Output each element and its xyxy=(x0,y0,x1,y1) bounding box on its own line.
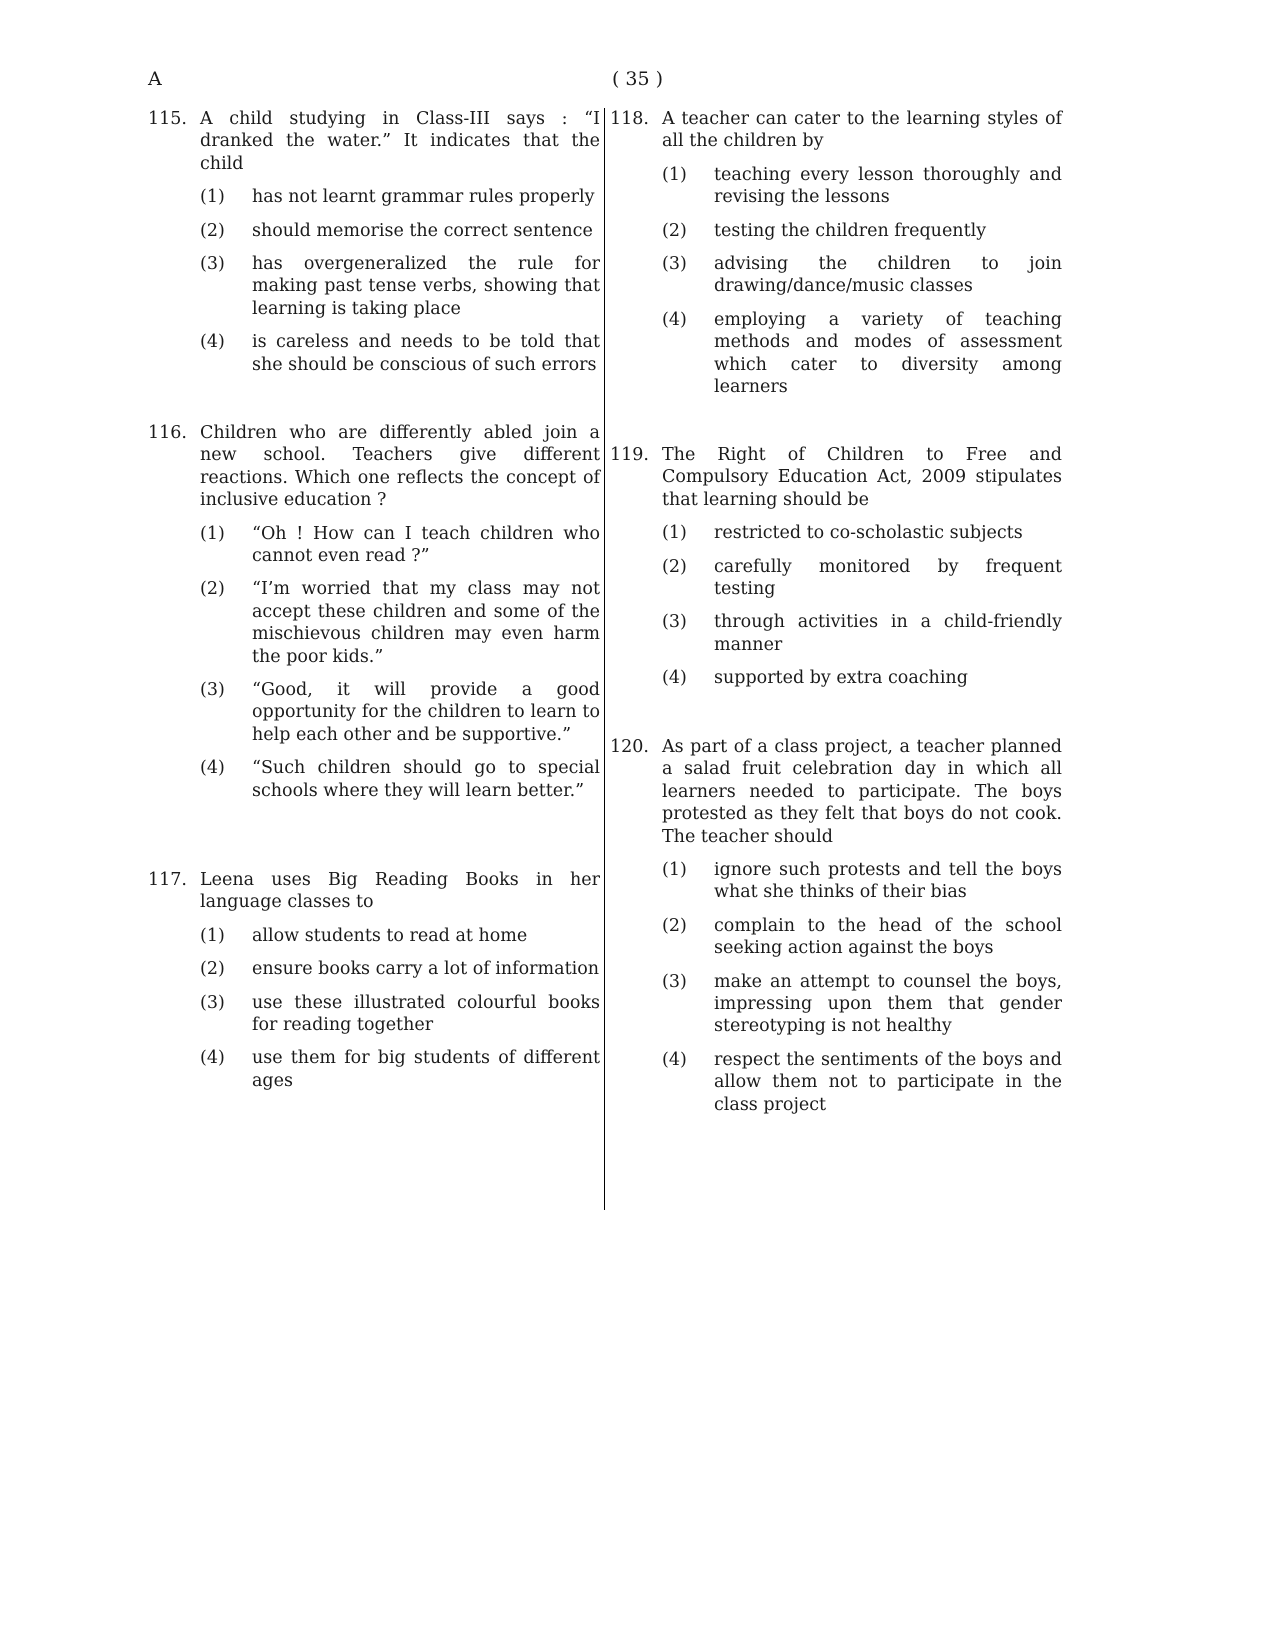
question-text: Children who are differently abled join a new school. Teachers give different reactions. Which one reflects the concept of inclusive education ? xyxy=(200,423,600,511)
option-text: complain to the head of the school seeking action against the boys xyxy=(714,915,1062,959)
option-2 xyxy=(200,958,600,980)
question-text: As part of a class project, a teacher planned a salad fruit celebration day in which all learners needed to participate. The boys protested as they felt that boys do not cook. The teacher should xyxy=(662,737,1062,847)
options-list xyxy=(662,859,1062,1116)
question-stem xyxy=(610,736,1062,848)
question-number: 116. xyxy=(148,423,187,443)
option-label: (3) xyxy=(200,680,225,701)
option-text: “Good, it will provide a good opportunity for the children to learn to help each other and be supportive.” xyxy=(252,680,600,745)
question-stem xyxy=(610,108,1062,153)
option-label: (4) xyxy=(662,309,687,330)
question-stem xyxy=(148,869,600,914)
option-label: (3) xyxy=(662,971,687,992)
option-4 xyxy=(200,757,600,802)
option-text: use these illustrated colourful books for reading together xyxy=(252,992,600,1036)
option-text: “Oh ! How can I teach children who cannot even read ?” xyxy=(252,523,600,567)
option-text: advising the children to join drawing/dance/music classes xyxy=(714,254,1062,297)
question-number: 119. xyxy=(610,445,649,465)
question-text: A teacher can cater to the learning styles of all the children by xyxy=(662,109,1062,152)
question-117 xyxy=(148,869,600,1103)
question-120 xyxy=(610,736,1062,1127)
option-1 xyxy=(200,925,600,947)
question-number: 115. xyxy=(148,109,187,129)
option-text: allow students to read at home xyxy=(252,925,528,946)
option-text: ensure books carry a lot of information xyxy=(252,959,600,980)
option-label: (3) xyxy=(200,254,225,275)
option-label: (4) xyxy=(200,332,225,353)
column-divider xyxy=(604,108,605,1210)
option-4 xyxy=(200,331,600,376)
page-number: ( 35 ) xyxy=(611,68,664,90)
option-label: (4) xyxy=(200,1048,225,1069)
option-text: respect the sentiments of the boys and allow them not to participate in the class project xyxy=(714,1049,1062,1115)
option-label: (1) xyxy=(662,164,687,185)
option-text: has overgeneralized the rule for making past tense verbs, showing that learning is taking place xyxy=(252,254,600,319)
option-text: use them for big students of different ages xyxy=(252,1048,600,1091)
question-119 xyxy=(610,444,1062,701)
option-3 xyxy=(662,253,1062,298)
option-text: supported by extra coaching xyxy=(714,668,968,689)
option-label: (2) xyxy=(662,220,687,241)
option-text: is careless and needs to be told that she should be conscious of such errors xyxy=(252,332,600,375)
option-1 xyxy=(200,523,600,568)
option-3 xyxy=(200,679,600,746)
question-number: 118. xyxy=(610,109,649,129)
option-2 xyxy=(200,220,600,242)
option-text: “Such children should go to special schools where they will learn better.” xyxy=(252,758,600,801)
option-4 xyxy=(200,1047,600,1092)
question-stem xyxy=(148,422,600,512)
option-4 xyxy=(662,667,1062,689)
option-label: (2) xyxy=(200,220,225,241)
option-1 xyxy=(662,164,1062,209)
option-1 xyxy=(662,522,1062,544)
options-list xyxy=(662,164,1062,399)
question-number: 117. xyxy=(148,870,187,890)
options-list xyxy=(200,523,600,802)
option-text: should memorise the correct sentence xyxy=(252,220,593,241)
option-label: (1) xyxy=(662,860,687,881)
options-list xyxy=(200,186,600,376)
question-set-letter: A xyxy=(148,68,162,90)
option-3 xyxy=(200,253,600,320)
option-label: (4) xyxy=(662,668,687,689)
option-label: (1) xyxy=(200,523,225,544)
option-4 xyxy=(662,309,1062,399)
question-115 xyxy=(148,108,600,387)
option-label: (3) xyxy=(200,992,225,1013)
option-2 xyxy=(662,220,1062,242)
option-text: teaching every lesson thoroughly and revising the lessons xyxy=(714,164,1062,208)
question-stem xyxy=(148,108,600,175)
option-label: (4) xyxy=(662,1049,687,1070)
option-text: through activities in a child-friendly manner xyxy=(714,612,1062,655)
question-text: A child studying in Class-III says : “I dranked the water.” It indicates that the child xyxy=(200,109,600,174)
question-number: 120. xyxy=(610,737,649,757)
option-text: ignore such protests and tell the boys what she thinks of their bias xyxy=(714,860,1062,903)
option-3 xyxy=(662,971,1062,1038)
option-label: (4) xyxy=(200,758,225,779)
option-1 xyxy=(200,186,600,208)
option-text: “I’m worried that my class may not accept these children and some of the mischievous children may even harm the poor kids.” xyxy=(252,579,600,667)
question-stem xyxy=(610,444,1062,511)
options-list xyxy=(662,522,1062,689)
option-text: restricted to co-scholastic subjects xyxy=(714,523,1023,544)
option-3 xyxy=(200,992,600,1037)
options-list xyxy=(200,925,600,1092)
option-4 xyxy=(662,1049,1062,1116)
option-text: employing a variety of teaching methods and modes of assessment which cater to diversity among learners xyxy=(714,309,1062,398)
option-label: (2) xyxy=(662,556,687,577)
option-1 xyxy=(662,859,1062,904)
question-118 xyxy=(610,108,1062,409)
option-text: has not learnt grammar rules properly xyxy=(252,187,595,208)
question-116 xyxy=(148,422,600,813)
option-label: (2) xyxy=(200,579,225,600)
question-text: The Right of Children to Free and Compulsory Education Act, 2009 stipulates that learning should be xyxy=(662,445,1062,510)
question-text: Leena uses Big Reading Books in her language classes to xyxy=(200,870,600,913)
option-label: (1) xyxy=(200,187,225,208)
option-label: (1) xyxy=(662,523,687,544)
option-text: testing the children frequently xyxy=(714,220,987,241)
option-text: make an attempt to counsel the boys, impressing upon them that gender stereotyping is not healthy xyxy=(714,971,1062,1037)
option-3 xyxy=(662,611,1062,656)
option-2 xyxy=(200,578,600,668)
option-text: carefully monitored by frequent testing xyxy=(714,556,1062,600)
option-label: (3) xyxy=(662,612,687,633)
option-label: (1) xyxy=(200,925,225,946)
option-label: (2) xyxy=(662,915,687,936)
option-2 xyxy=(662,556,1062,601)
option-label: (3) xyxy=(662,254,687,275)
option-2 xyxy=(662,915,1062,960)
option-label: (2) xyxy=(200,959,225,980)
